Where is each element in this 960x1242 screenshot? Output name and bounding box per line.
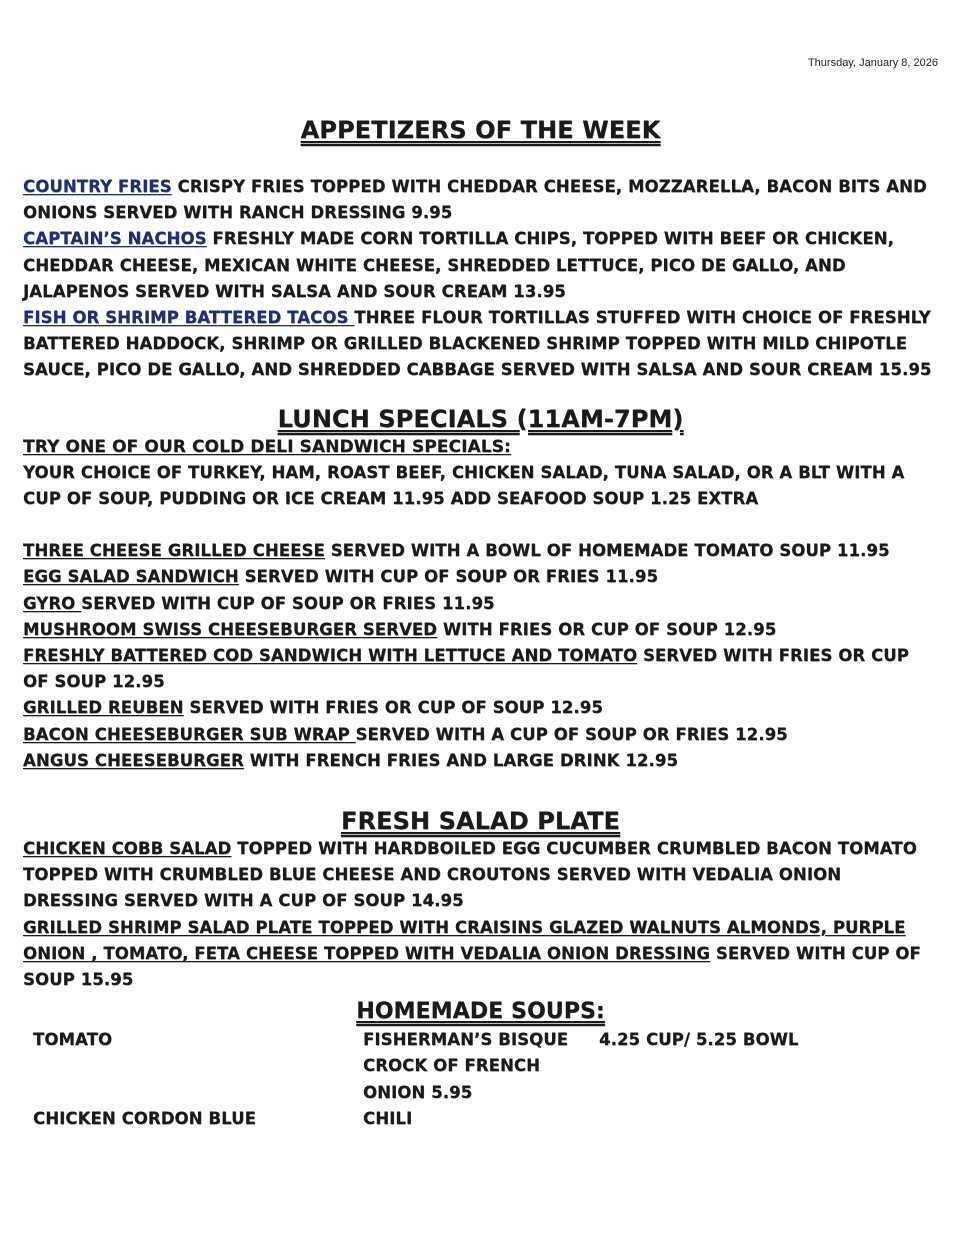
- item-description: TOPPED WITH HARDBOILED EGG CUCUMBER CRUMBLED BACON TOMATO TOPPED WITH CRUMBLED BLUE CHEESE AND CROUTONS SERVED WITH VEDALIA ONION DRESSING SERVED WITH A CUP OF SOUP 14.95: [23, 839, 917, 911]
- deli-subheading: TRY ONE OF OUR COLD DELI SANDWICH SPECIALS:: [23, 436, 511, 457]
- lunch-item: [23, 538, 938, 564]
- item-name: COUNTRY FRIES: [23, 177, 172, 196]
- item-name: MUSHROOM SWISS CHEESEBURGER SERVED: [23, 619, 437, 639]
- item-description: SERVED WITH CUP OF SOUP OR FRIES 11.95: [238, 567, 659, 587]
- salad-item: [23, 915, 938, 994]
- item-name: THREE CHEESE GRILLED CHEESE: [23, 541, 325, 561]
- item-name: CHICKEN COBB SALAD: [23, 839, 232, 859]
- item-description: SERVED WITH CUP OF SOUP OR FRIES 11.95: [81, 593, 495, 613]
- soup-name: [33, 1053, 363, 1105]
- item-name: GYRO: [23, 593, 82, 613]
- spacer: [23, 512, 938, 538]
- item-name: EGG SALAD SANDWICH: [23, 567, 239, 587]
- lunch-item: [23, 695, 938, 721]
- item-name: FISH OR SHRIMP BATTERED TACOS: [23, 308, 355, 328]
- lunch-item: [23, 748, 938, 774]
- item-name: GRILLED REUBEN: [23, 698, 184, 718]
- item-name: GRILLED SHRIMP SALAD PLATE TOPPED WITH CRAISINS GLAZED WALNUTS ALMONDS, PURPLE ONION , TOMATO, FETA CHEESE TOPPED WITH VEDALIA ONION DRESSING: [23, 917, 906, 963]
- item-name: FRESHLY BATTERED COD SANDWICH WITH LETTUCE AND TOMATO: [23, 646, 638, 666]
- soup-price: 4.25 CUP/ 5.25 BOWL: [599, 1030, 799, 1050]
- item-name: BACON CHEESEBURGER SUB WRAP: [23, 724, 356, 744]
- item-name: CAPTAIN’S NACHOS: [23, 229, 207, 249]
- soups-title: HOMEMADE SOUPS:: [356, 999, 605, 1025]
- appetizer-item: [23, 305, 938, 384]
- item-description: SERVED WITH FRIES OR CUP OF SOUP 12.95: [23, 646, 909, 692]
- salad-title: FRESH SALAD PLATE: [340, 807, 621, 836]
- lunch-specials-title: LUNCH SPECIALS (11AM-7PM): [277, 404, 684, 433]
- appetizers-title: APPETIZERS OF THE WEEK: [300, 116, 661, 144]
- soup-name: FISHERMAN’S BISQUE: [363, 1030, 569, 1050]
- soup-price: [599, 1106, 939, 1132]
- appetizer-item: [23, 174, 938, 226]
- item-description: SERVED WITH CUP OF SOUP 15.95: [23, 943, 921, 990]
- lunch-item: [23, 591, 938, 617]
- item-description: THREE FLOUR TORTILLAS STUFFED WITH CHOICE OF FRESHLY BATTERED HADDOCK, SHRIMP OR GRILLED BLACKENED SHRIMP TOPPED WITH MILD CHIPOTLE SAUCE, PICO DE GALLO, AND SHREDDED CABBAGE SERVED WITH SALSA AND SOUR CREAM 15.95: [23, 308, 932, 380]
- lunch-item: [23, 643, 938, 695]
- lunch-item: [23, 564, 938, 590]
- soup-price: [599, 1053, 939, 1105]
- lunch-item: [23, 722, 938, 748]
- deli-description: YOUR CHOICE OF TURKEY, HAM, ROAST BEEF, CHICKEN SALAD, TUNA SALAD, OR A BLT WITH A CUP OF SOUP, PUDDING OR ICE CREAM 11.95 ADD SEAFOOD SOUP 1.25 EXTRA: [23, 462, 905, 509]
- print-date: Thursday, January 8, 2026: [807, 57, 938, 69]
- soup-name: TOMATO: [33, 1030, 113, 1050]
- item-description: WITH FRENCH FRIES AND LARGE DRINK 12.95: [243, 750, 679, 770]
- item-description: WITH FRIES OR CUP OF SOUP 12.95: [436, 619, 777, 639]
- soup-name: CROCK OF FRENCH ONION 5.95: [363, 1056, 540, 1102]
- item-description: SERVED WITH FRIES OR CUP OF SOUP 12.95: [183, 698, 603, 718]
- salad-item: [23, 836, 938, 915]
- soup-name: CHICKEN CORDON BLUE: [33, 1108, 256, 1128]
- lunch-item: [23, 617, 938, 643]
- item-description: SERVED WITH A BOWL OF HOMEMADE TOMATO SOUP 11.95: [324, 541, 890, 561]
- item-description: SERVED WITH A CUP OF SOUP OR FRIES 12.95: [355, 724, 788, 744]
- item-description: CRISPY FRIES TOPPED WITH CHEDDAR CHEESE, MOZZARELLA, BACON BITS AND ONIONS SERVED WITH RANCH DRESSING 9.95: [23, 177, 927, 223]
- appetizer-item: [23, 226, 938, 305]
- item-description: FRESHLY MADE CORN TORTILLA CHIPS, TOPPED WITH BEEF OR CHICKEN, CHEDDAR CHEESE, MEXICAN WHITE CHEESE, SHREDDED LETTUCE, PICO DE GALLO, AND JALAPENOS SERVED WITH SALSA AND SOUR CREAM 13.95: [23, 229, 894, 301]
- menu-document: [23, 112, 938, 1132]
- item-name: ANGUS CHEESEBURGER: [23, 750, 244, 770]
- soups-list: [33, 1027, 938, 1132]
- soup-name: CHILI: [363, 1108, 413, 1128]
